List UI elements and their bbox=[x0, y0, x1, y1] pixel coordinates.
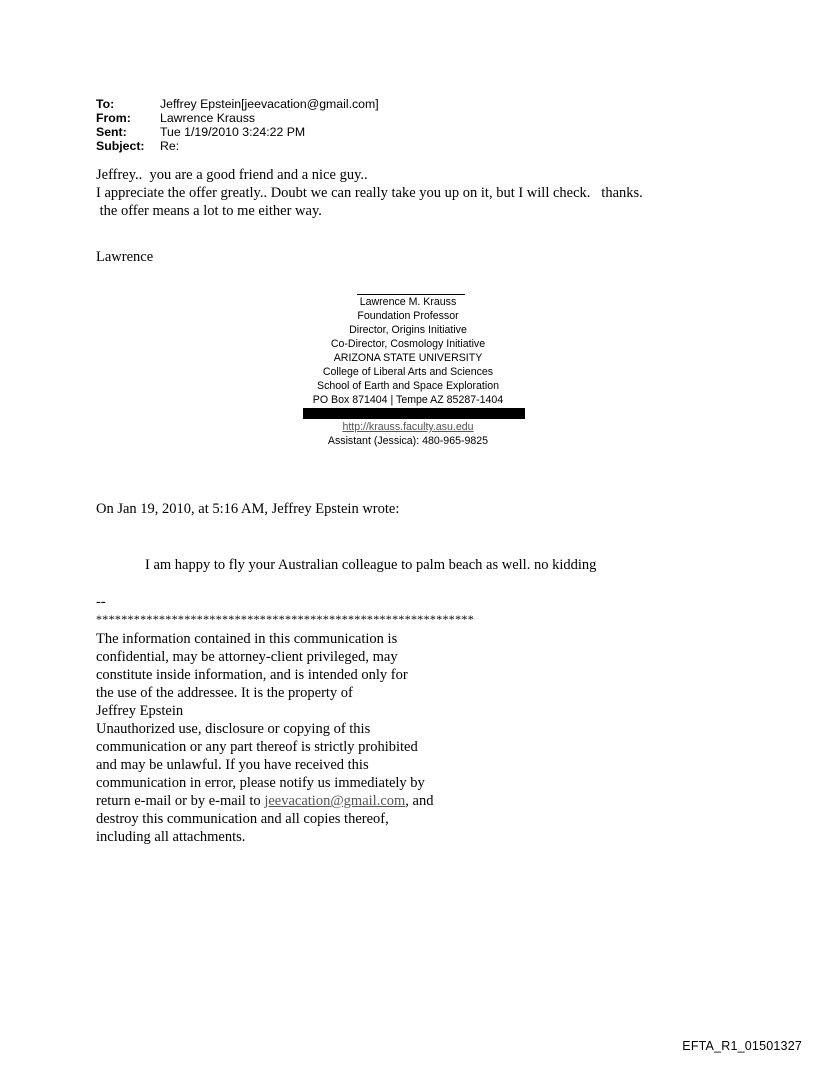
to-value: Jeffrey Epstein[jeevacation@gmail.com] bbox=[160, 97, 379, 111]
to-label: To: bbox=[96, 97, 115, 111]
signature-line: Foundation Professor bbox=[357, 310, 459, 322]
signature-rule bbox=[357, 283, 465, 295]
disclaimer-line: communication in error, please notify us immediately by bbox=[96, 775, 425, 791]
disclaimer-line: destroy this communication and all copies thereof, bbox=[96, 811, 389, 827]
signature-line: School of Earth and Space Exploration bbox=[317, 380, 499, 392]
signature-line: Director, Origins Initiative bbox=[349, 324, 467, 336]
signature-line: Co-Director, Cosmology Initiative bbox=[330, 338, 486, 350]
sent-row bbox=[96, 125, 379, 139]
disclaimer-block bbox=[96, 630, 516, 846]
signature-line: ARIZONA STATE UNIVERSITY bbox=[333, 352, 483, 364]
sent-label: Sent: bbox=[96, 125, 127, 139]
quoted-text: I am happy to fly your Australian colleague to palm beach as well. no kidding bbox=[145, 557, 597, 573]
sent-value: Tue 1/19/2010 3:24:22 PM bbox=[160, 125, 306, 139]
disclaimer-line: and may be unlawful. If you have received this bbox=[96, 757, 369, 773]
disclaimer-line: including all attachments. bbox=[96, 829, 246, 845]
disclaimer-email-prefix: return e-mail or by e-mail to bbox=[96, 793, 265, 809]
from-label: From: bbox=[96, 111, 131, 125]
email-header bbox=[96, 97, 379, 153]
disclaimer-email-suffix: , and bbox=[405, 793, 434, 809]
signature-name: Lawrence M. Krauss bbox=[359, 296, 457, 308]
signoff: Lawrence bbox=[96, 249, 154, 265]
redaction-bar bbox=[303, 408, 525, 419]
disclaimer-line: constitute inside information, and is intended only for bbox=[96, 667, 408, 683]
disclaimer-line: Jeffrey Epstein bbox=[96, 703, 184, 719]
disclaimer-line: communication or any part thereof is strictly prohibited bbox=[96, 739, 418, 755]
body-line: I appreciate the offer greatly.. Doubt we can really take you up on it, but I will check. thanks. bbox=[96, 185, 643, 201]
signature-line: PO Box 871404 | Tempe AZ 85287-1404 bbox=[312, 394, 504, 406]
to-row bbox=[96, 97, 379, 111]
disclaimer-line: confidential, may be attorney-client privileged, may bbox=[96, 649, 398, 665]
separator-stars: ************************************************************ bbox=[96, 612, 474, 626]
message-body bbox=[96, 166, 736, 220]
quote-attribution: On Jan 19, 2010, at 5:16 AM, Jeffrey Epstein wrote: bbox=[96, 501, 400, 517]
disclaimer-email-line bbox=[96, 792, 516, 810]
signature-line: College of Liberal Arts and Sciences bbox=[322, 366, 494, 378]
subject-value: Re: bbox=[160, 139, 180, 153]
subject-row bbox=[96, 139, 379, 153]
document-id: EFTA_R1_01501327 bbox=[682, 1039, 802, 1053]
subject-label: Subject: bbox=[96, 139, 145, 153]
body-line: Jeffrey.. you are a good friend and a nice guy.. bbox=[96, 167, 368, 183]
signature-block bbox=[288, 283, 528, 448]
disclaimer-line: the use of the addressee. It is the property of bbox=[96, 685, 353, 701]
signature-assistant: Assistant (Jessica): 480-965-9825 bbox=[327, 435, 489, 447]
from-row bbox=[96, 111, 379, 125]
disclaimer-line: The information contained in this communication is bbox=[96, 631, 398, 647]
disclaimer-email-link[interactable]: jeevacation@gmail.com bbox=[264, 793, 406, 809]
separator-dashes: -- bbox=[96, 594, 106, 610]
signature-url-link[interactable]: http://krauss.faculty.asu.edu bbox=[342, 421, 474, 433]
from-value: Lawrence Krauss bbox=[160, 111, 256, 125]
body-line: the offer means a lot to me either way. bbox=[96, 203, 322, 219]
disclaimer-line: Unauthorized use, disclosure or copying of this bbox=[96, 721, 371, 737]
